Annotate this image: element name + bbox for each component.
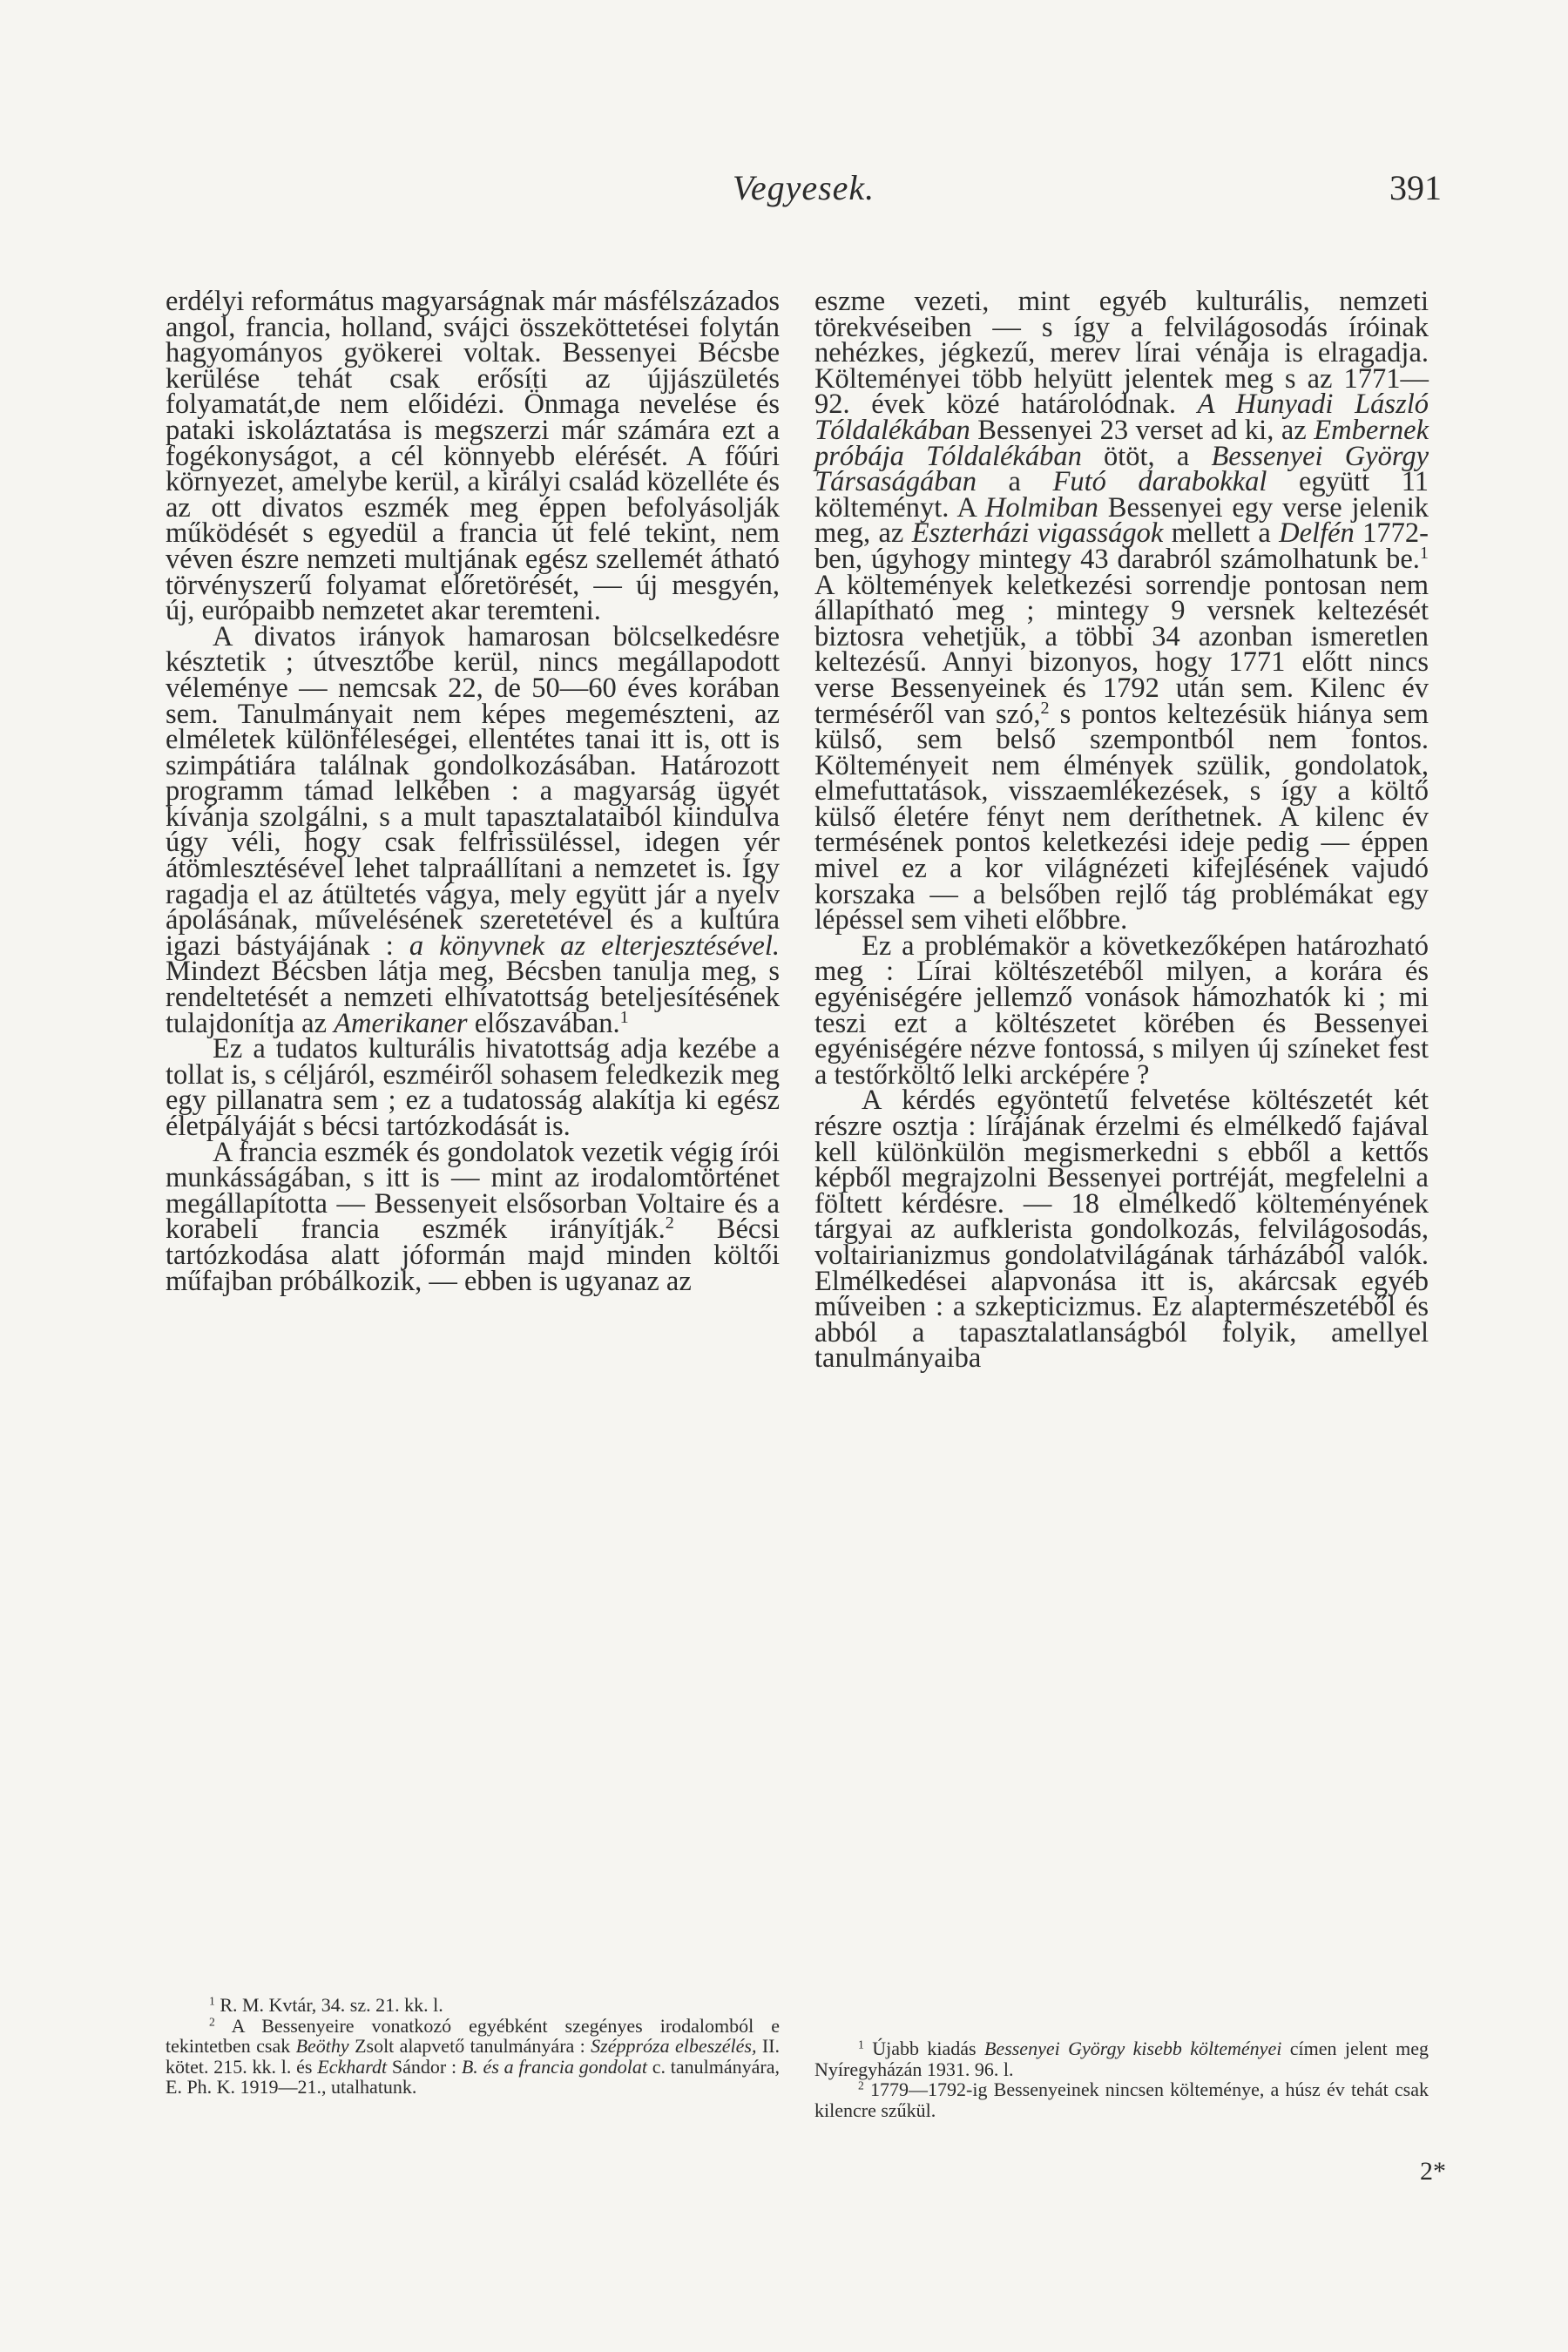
- paragraph-text: A kérdés egyöntetű felvetése költészetét két részre osztja : lírájának érzelmi és elmélkedő fajával kell különkülön megismerkedni s ebből a kettős képből megrajzolni Bessenyei portréját, megfelelni a föltett kérdésre. — 18 elmélkedő költeményének tárgyai az aufklerista gondolkozás, felvilágosodás, voltairianizmus gondolatvilágának tárházából valók. Elmélkedései alapvonása itt is, akárcsak egyéb műveiben : a szkepticizmus. Ez alaptermészetéből és abból a tapasztalatlanságból folyik, amellyel tanulmányaiba: [814, 1085, 1429, 1375]
- paragraph-text: s pontos keltezésük hiánya sem külső, sem belső szempontból nem fontos. Költeményeit nem élmények szülik, gondolatok, elmefuttatások, visszaemlékezések, s így a költő külső életére fényt nem deríthetnek. A kilenc év termésének pontos keletkezési ideje pedig — éppen mivel ez a kor világnézeti kifejlésének vajudó korszaka — a belsőben rejlő tág problémákat egy lépéssel sem viheti előbbre.: [814, 698, 1429, 936]
- italic-title: B. és a francia gondolat: [461, 2055, 647, 2078]
- footnote-ref: 2: [1040, 698, 1050, 718]
- footnote-mark: 2: [209, 2015, 215, 2028]
- paragraph-text: együtt 11 költeményt. A: [814, 466, 1429, 524]
- left-paragraph-2: [166, 620, 780, 1039]
- italic-name: Beöthy: [295, 2035, 349, 2057]
- paragraph-text: előszavában.: [467, 1007, 620, 1039]
- paragraph-text: 1772-ben, úgyhogy mintegy 43 darabról számolhatunk be.: [814, 517, 1429, 575]
- paragraph-text: A divatos irányok hamarosan bölcselkedésre késztetik ; útvesztőbe kerül, nincs megállapodott véleménye — nemcsak 22, de 50—60 éves korában sem. Tanulmányait nem képes megemészteni, az elméletek különféleségei, ellentétes tanai itt is, ott is szimpátiára találnak gondolkozásában. Határozott programm támad lelkében : a magyarság ügyét kívánja szolgálni, s a mult tapasztalataiból kiindulva úgy véli, hogy csak felfrissüléssel, idegen vér átömlesztésével lehet talpraállítani a nemzetet is. Így ragadja el az átültetés vágya, mely együtt jár a nyelv ápolásának, művelésének szeretetével és a kultúra igazi bástyájának :: [166, 620, 780, 962]
- right-paragraph-1: [814, 286, 1429, 936]
- left-paragraph-1: [166, 286, 780, 627]
- right-column: [814, 286, 1429, 1375]
- signature-mark: 2*: [1420, 2157, 1446, 2186]
- footnote-ref: 1: [619, 1007, 629, 1027]
- left-paragraph-3: [166, 1033, 780, 1142]
- footnote-text: 1779—1792-ig Bessenyeinek nincsen költeménye, a húsz év tehát csak kilencre szűkül.: [814, 2078, 1429, 2121]
- italic-title: Amerikaner: [334, 1007, 468, 1039]
- page-number: 391: [1389, 168, 1442, 207]
- paragraph-text: Bécsi tartózkodása alatt jóformán majd minden költői műfajban próbálkozik, — ebben is ugyanaz az: [166, 1213, 780, 1297]
- paragraph-text: erdélyi református magyarságnak már másfélszázados angol, francia, holland, svájci összeköttetései folytán hagyományos gyökerei voltak. Bessenyei Bécsbe kerülése tehát csak erősíti az újjászületés folyamatát,de nem előidézi. Önmaga nevelése és pataki iskoláztatása is megszerzi már számára ezt a fogékonyságot, a cél könnyebb elérését. A főúri környezet, amelybe kerül, a királyi család közelléte és az ott divatos eszmék meg éppen befolyásolják működését s egyedül a francia út felé tekint, nem véven észre nemzeti multjának egész szellemét átható törvényszerű folyamat előretörését, — új mesgyén, új, európaibb nemzetet akar teremteni.: [166, 286, 780, 627]
- footnote-ref: 2: [665, 1213, 674, 1233]
- footnote-text: címen jelent meg Nyíregyházán 1931. 96. l.: [814, 2038, 1429, 2080]
- footnote-mark: 1: [209, 1994, 215, 2008]
- running-header: [166, 167, 1442, 220]
- paragraph-text: Ez a tudatos kulturális hivatottság adja kezébe a tollat is, s céljáról, eszméiről sohasem feledkezik meg egy pillanatra sem ; ez a tudatosság alakítja ki egész életpályáját s bécsi tartózkodását is.: [166, 1033, 780, 1142]
- footnote-text: Újabb kiadás: [872, 2038, 984, 2059]
- left-footnotes: [166, 1995, 780, 2098]
- footnote-ref: 1: [1419, 543, 1429, 563]
- footnote-text: c. tanulmányára, E. Ph. K. 1919—21., utalhatunk.: [166, 2055, 780, 2098]
- paragraph-text: ötöt, a: [1081, 440, 1212, 472]
- footnote-mark: 2: [858, 2078, 864, 2092]
- footnote-text: Zsolt alapvető tanulmányára :: [348, 2035, 591, 2057]
- left-paragraph-4: [166, 1136, 780, 1297]
- paragraph-text: Bessenyei egy verse jelenik meg, az: [814, 491, 1429, 550]
- right-paragraph-3: [814, 1085, 1429, 1375]
- paragraph-text: A költemények keletkezési sorrendje pontosan nem állapítható meg ; mintegy 9 versnek keltezését biztosra vehetjük, a többi 34 azonban ismeretlen keltezésű. Annyi bizonyos, hogy 1771 előtt nincs verse Bessenyeinek és 1792 után sem. Kilenc év terméséről van szó,: [814, 569, 1429, 730]
- italic-title: Holmiban: [984, 491, 1098, 524]
- footnote: [166, 2016, 780, 2098]
- footnote-text: II. kötet. 215. kk. l. és: [166, 2035, 780, 2078]
- italic-title: A Hunyadi László Tóldalékában: [814, 389, 1429, 446]
- footnote-text: A Bessenyeire vonatkozó egyébként szegényes irodalomból e tekintetben csak: [166, 2014, 780, 2057]
- running-title: Vegyesek.: [732, 168, 875, 207]
- paragraph-text: eszme vezeti, mint egyéb kulturális, nemzeti törekvéseiben — s így a felvilágosodás íróinak nehézkes, jégkezű, merev lírai vénája is elragadja. Költeményei több helyütt jelentek meg s az 1771—92. évek közé határolódnak.: [814, 286, 1429, 421]
- footnote: [814, 2038, 1429, 2079]
- footnote-text: R. M. Kvtár, 34. sz. 21. kk. l.: [220, 1994, 443, 2016]
- italic-title: Bessenyei György Társaságában: [814, 440, 1429, 498]
- italic-title: Eszterházi vigasságok: [911, 517, 1164, 550]
- italic-title: Futó darabokkal: [1052, 466, 1267, 498]
- footnote-mark: 1: [858, 2038, 864, 2051]
- paragraph-text: a: [977, 466, 1053, 498]
- italic-title: Bessenyei György kisebb költeményei: [983, 2038, 1282, 2059]
- italic-phrase: a könyvnek az elterjesztésével.: [409, 929, 780, 962]
- italic-name: Eckhardt: [317, 2055, 388, 2078]
- italic-title: Delfén: [1279, 517, 1355, 550]
- italic-title: Széppróza elbeszélés,: [591, 2035, 757, 2057]
- footnote-text: Sándor :: [387, 2055, 462, 2078]
- right-paragraph-2: [814, 929, 1429, 1091]
- paragraph-text: A francia eszmék és gondolatok vezetik végig írói munkásságában, s itt is — mint az irodalomtörténet megállapította — Bessenyeit elsősorban Voltaire és a korabeli francia eszmék irányítják.: [166, 1136, 780, 1246]
- left-column: [166, 286, 780, 1297]
- right-footnotes: [814, 2038, 1429, 2120]
- italic-title: Embernek próbája Tóldalékában: [814, 414, 1429, 472]
- paragraph-text: Mindezt Bécsben látja meg, Bécsben tanulja meg, s rendeltetését a nemzeti elhívatottság beteljesítésének tulajdonítja az: [166, 956, 780, 1039]
- paragraph-text: Ez a problémakör a következőképen határozható meg : Lírai költészetéből milyen, a korára és egyéniségére jellemző vonások hámozhatók ki ; mi teszi ezt a költészetet körében és Bessenyei egyéniségére nézve fontossá, s milyen új színeket fest a testőrköltő lelki arcképére ?: [814, 929, 1429, 1091]
- paragraph-text: mellett a: [1163, 517, 1280, 550]
- footnote: [814, 2079, 1429, 2120]
- paragraph-text: Bessenyei 23 verset ad ki, az: [970, 414, 1315, 446]
- footnote: [166, 1995, 780, 2016]
